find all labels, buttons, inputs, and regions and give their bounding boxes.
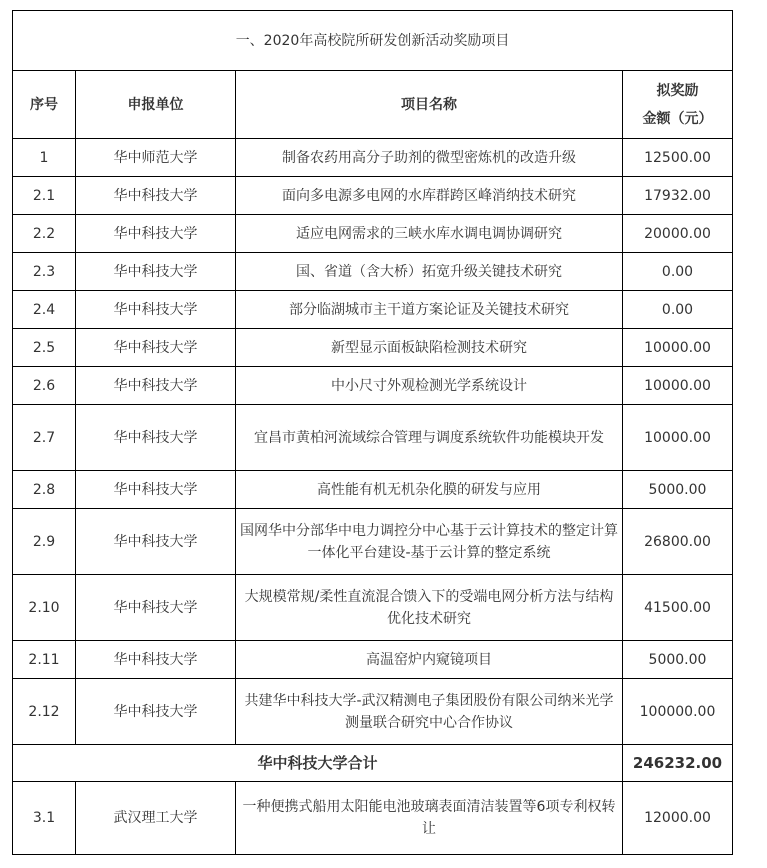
row-no: 2.3	[13, 253, 76, 291]
header-amount-line1: 拟奖励	[656, 82, 699, 99]
row-no: 2.6	[13, 367, 76, 405]
table-row	[13, 405, 733, 471]
table-title: 一、2020年高校院所研发创新活动奖励项目	[13, 11, 733, 71]
table-row	[13, 782, 733, 855]
row-unit: 华中科技大学	[76, 215, 236, 253]
row-amount: 10000.00	[623, 367, 733, 405]
table-row	[13, 641, 733, 679]
award-table	[12, 10, 733, 855]
row-no: 2.11	[13, 641, 76, 679]
header-no: 序号	[13, 71, 76, 139]
row-amount: 5000.00	[623, 641, 733, 679]
row-amount: 0.00	[623, 291, 733, 329]
header-unit: 申报单位	[76, 71, 236, 139]
row-project: 一种便携式船用太阳能电池玻璃表面清洁装置等6项专利权转让	[236, 782, 623, 855]
table-row	[13, 253, 733, 291]
row-no: 2.8	[13, 471, 76, 509]
header-project: 项目名称	[236, 71, 623, 139]
row-unit: 华中科技大学	[76, 291, 236, 329]
header-row	[13, 71, 733, 139]
table-row	[13, 575, 733, 641]
row-project: 适应电网需求的三峡水库水调电调协调研究	[236, 215, 623, 253]
row-no: 2.7	[13, 405, 76, 471]
row-no: 2.1	[13, 177, 76, 215]
row-amount: 0.00	[623, 253, 733, 291]
subtotal-amount: 246232.00	[623, 745, 733, 782]
row-unit: 华中科技大学	[76, 471, 236, 509]
row-project: 中小尺寸外观检测光学系统设计	[236, 367, 623, 405]
row-amount: 5000.00	[623, 471, 733, 509]
row-no: 2.5	[13, 329, 76, 367]
row-no: 3.1	[13, 782, 76, 855]
row-unit: 华中科技大学	[76, 509, 236, 575]
row-project: 国网华中分部华中电力调控分中心基于云计算技术的整定计算一体化平台建设-基于云计算的整定系统	[236, 509, 623, 575]
row-amount: 10000.00	[623, 405, 733, 471]
row-amount: 12500.00	[623, 139, 733, 177]
header-amount-line2: 金额（元）	[642, 110, 713, 127]
subtotal-row	[13, 745, 733, 782]
row-unit: 华中师范大学	[76, 139, 236, 177]
row-unit: 华中科技大学	[76, 329, 236, 367]
row-project: 大规模常规/柔性直流混合馈入下的受端电网分析方法与结构优化技术研究	[236, 575, 623, 641]
row-project: 宜昌市黄柏河流域综合管理与调度系统软件功能模块开发	[236, 405, 623, 471]
table-row	[13, 509, 733, 575]
row-project: 高性能有机无机杂化膜的研发与应用	[236, 471, 623, 509]
row-unit: 武汉理工大学	[76, 782, 236, 855]
row-unit: 华中科技大学	[76, 575, 236, 641]
row-amount: 12000.00	[623, 782, 733, 855]
subtotal-label: 华中科技大学合计	[13, 745, 623, 782]
row-project: 共建华中科技大学-武汉精测电子集团股份有限公司纳米光学测量联合研究中心合作协议	[236, 679, 623, 745]
header-amount	[623, 71, 733, 139]
row-project: 高温窑炉内窥镜项目	[236, 641, 623, 679]
row-no: 2.10	[13, 575, 76, 641]
row-unit: 华中科技大学	[76, 367, 236, 405]
row-no: 1	[13, 139, 76, 177]
row-amount: 26800.00	[623, 509, 733, 575]
table-row	[13, 679, 733, 745]
row-amount: 10000.00	[623, 329, 733, 367]
row-project: 制备农药用高分子助剂的微型密炼机的改造升级	[236, 139, 623, 177]
table-row	[13, 471, 733, 509]
row-amount: 20000.00	[623, 215, 733, 253]
row-project: 部分临湖城市主干道方案论证及关键技术研究	[236, 291, 623, 329]
table-row	[13, 139, 733, 177]
row-unit: 华中科技大学	[76, 177, 236, 215]
row-amount: 100000.00	[623, 679, 733, 745]
row-amount: 17932.00	[623, 177, 733, 215]
row-unit: 华中科技大学	[76, 641, 236, 679]
row-no: 2.9	[13, 509, 76, 575]
table-row	[13, 367, 733, 405]
table-row	[13, 215, 733, 253]
row-unit: 华中科技大学	[76, 405, 236, 471]
row-unit: 华中科技大学	[76, 679, 236, 745]
row-project: 国、省道（含大桥）拓宽升级关键技术研究	[236, 253, 623, 291]
row-unit: 华中科技大学	[76, 253, 236, 291]
row-project: 新型显示面板缺陷检测技术研究	[236, 329, 623, 367]
table-row	[13, 329, 733, 367]
table-row	[13, 291, 733, 329]
row-project: 面向多电源多电网的水库群跨区峰消纳技术研究	[236, 177, 623, 215]
title-row	[13, 11, 733, 71]
row-amount: 41500.00	[623, 575, 733, 641]
row-no: 2.2	[13, 215, 76, 253]
row-no: 2.12	[13, 679, 76, 745]
table-row	[13, 177, 733, 215]
row-no: 2.4	[13, 291, 76, 329]
